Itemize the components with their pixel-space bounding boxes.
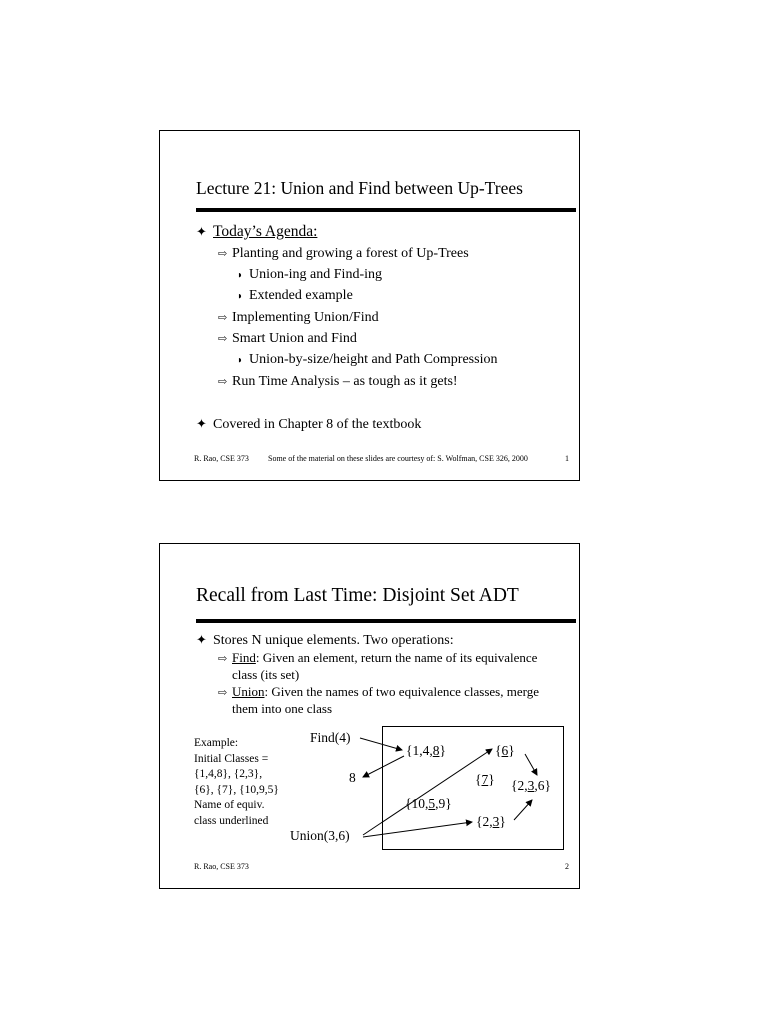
- set-2-3: {2,3}: [476, 814, 506, 829]
- outline-arrow-icon: ⇨: [218, 248, 228, 260]
- example-text: Example: Initial Classes = {1,4,8}, {2,3}, {6}, {7}, {10,9,5} Name of equiv. class underlined: [194, 737, 279, 827]
- four-point-star-icon: ✦: [196, 224, 207, 239]
- four-point-star-icon: ✦: [196, 632, 207, 647]
- title-rule: [196, 208, 576, 212]
- agenda-item: ⇨ Planting and growing a forest of Up-Trees: [218, 246, 469, 261]
- set-10-5-9: {10,5,9}: [405, 796, 452, 811]
- outline-arrow-icon: ⇨: [218, 687, 228, 699]
- outline-arrow-icon: ⇨: [218, 376, 228, 388]
- agenda-item: ⇨ Implementing Union/Find: [218, 310, 379, 325]
- agenda-subitem: ◗ Union-by-size/height and Path Compression: [237, 352, 498, 367]
- page-number: 1: [565, 454, 569, 463]
- union-definition-cont: them into one class: [232, 701, 333, 716]
- set-1-4-8: {1,4,8}: [406, 743, 446, 758]
- find-definition-cont: class (its set): [232, 667, 300, 682]
- four-point-star-icon: ✦: [196, 416, 207, 431]
- outline-arrow-icon: ⇨: [218, 312, 228, 324]
- agenda-item: ⇨ Run Time Analysis – as tough as it gets!: [218, 374, 458, 389]
- agenda-heading: Today’s Agenda:: [213, 223, 318, 240]
- set-7: {7}: [475, 772, 495, 787]
- slide-author: R. Rao, CSE 373: [194, 454, 249, 463]
- agenda-item: ⇨ Smart Union and Find: [218, 331, 357, 346]
- slide-2-title: Recall from Last Time: Disjoint Set ADT: [196, 585, 519, 606]
- covered-bullet: ✦ Covered in Chapter 8 of the textbook: [196, 416, 422, 432]
- diamond-bullet-icon: ◗: [237, 270, 244, 281]
- diamond-bullet-icon: ◗: [237, 291, 244, 302]
- slide-author: R. Rao, CSE 373: [194, 862, 249, 871]
- slide-1-title: Lecture 21: Union and Find between Up-Trees: [196, 178, 523, 198]
- slide-footnote: Some of the material on these slides are courtesy of: S. Wolfman, CSE 326, 2000: [268, 454, 528, 463]
- slide-1: [159, 130, 580, 481]
- union-definition: ⇨ Union: Given the names of two equivalence classes, merge: [218, 684, 539, 699]
- slide-2: [159, 543, 580, 889]
- arrow-6-to-236: [525, 754, 537, 775]
- agenda-subitem: ◗ Extended example: [237, 288, 353, 303]
- agenda-bullet: [196, 223, 317, 241]
- arrow-set-to-result: [363, 756, 404, 777]
- find-call-label: Find(4): [310, 730, 351, 745]
- set-2-3-6: {2,3,6}: [511, 778, 551, 793]
- union-call-label: Union(3,6): [290, 828, 350, 843]
- diamond-bullet-icon: ◗: [237, 355, 244, 366]
- find-definition: ⇨ Find: Given an element, return the name of its equivalence: [218, 650, 538, 665]
- diagram-arrows: [160, 544, 579, 888]
- arrow-union-to-6: [363, 749, 492, 835]
- set-6: {6}: [495, 743, 515, 758]
- agenda-subitem: ◗ Union-ing and Find-ing: [237, 267, 382, 282]
- outline-arrow-icon: ⇨: [218, 653, 228, 665]
- arrow-find-to-set: [360, 738, 402, 750]
- adt-bullet: ✦ Stores N unique elements. Two operations:: [196, 632, 454, 648]
- find-result-label: 8: [349, 770, 356, 785]
- outline-arrow-icon: ⇨: [218, 333, 228, 345]
- arrow-23-to-236: [514, 800, 532, 820]
- page-number: 2: [565, 862, 569, 871]
